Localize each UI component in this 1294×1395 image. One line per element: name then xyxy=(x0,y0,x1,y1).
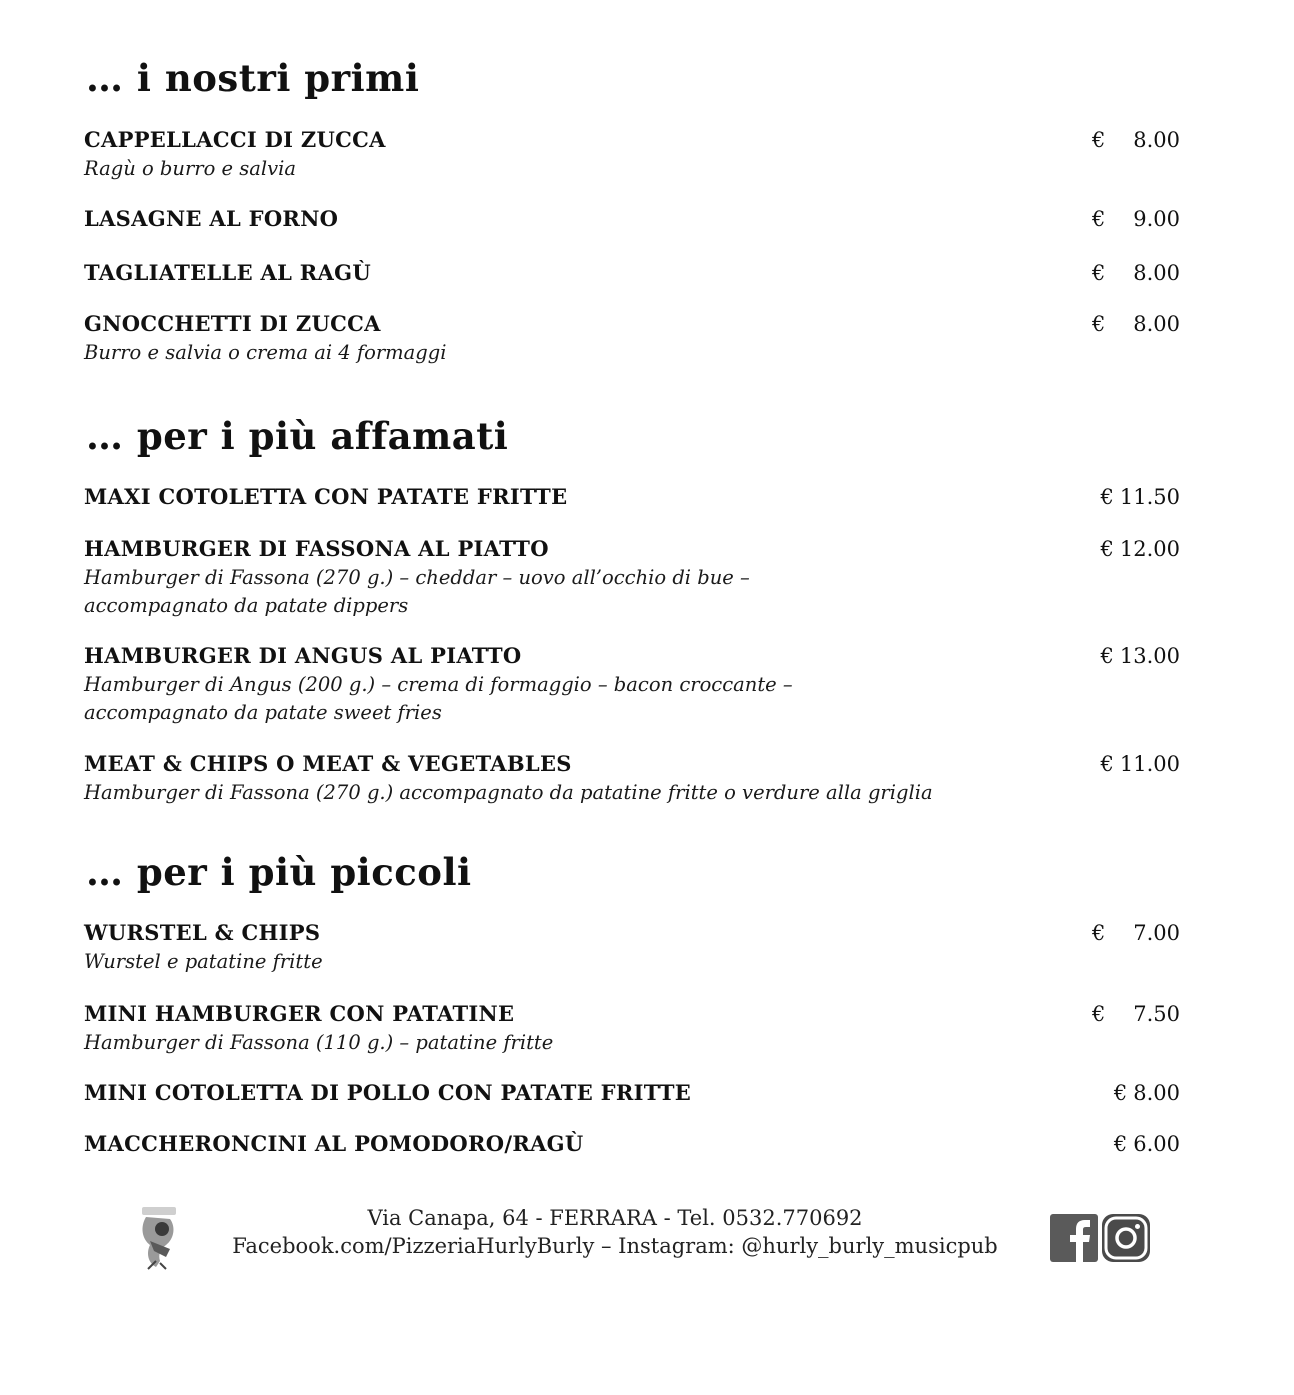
section-title-primi: … i nostri primi xyxy=(86,56,420,100)
item-description-line: Ragù o burro e salvia xyxy=(84,157,297,180)
facebook-icon[interactable] xyxy=(1050,1213,1098,1263)
item-name: GNOCCHETTI DI ZUCCA xyxy=(84,311,381,336)
price-amount: 13.00 xyxy=(1119,644,1180,668)
item-description-line: accompagnato da patate sweet fries xyxy=(84,701,442,724)
item-name: MACCHERONCINI AL POMODORO/RAGÙ xyxy=(84,1131,584,1156)
currency-symbol: € xyxy=(1100,485,1114,509)
item-description-line: Hamburger di Angus (200 g.) – crema di formaggio – bacon croccante – xyxy=(84,673,793,696)
menu-item xyxy=(84,1001,1180,1057)
section-title-piccoli: … per i più piccoli xyxy=(86,850,472,894)
price-amount: 12.00 xyxy=(1119,537,1180,561)
section-title-affamati: … per i più affamati xyxy=(86,414,509,458)
menu-item xyxy=(84,536,1180,620)
price-amount: 9.00 xyxy=(1133,207,1180,231)
item-name: HAMBURGER DI FASSONA AL PIATTO xyxy=(84,536,549,561)
currency-symbol: € xyxy=(1113,1132,1128,1156)
item-description xyxy=(84,779,1180,807)
price-amount: 8.00 xyxy=(1133,128,1180,152)
item-description-line: Wurstel e patatine fritte xyxy=(84,950,323,973)
item-price xyxy=(1101,643,1181,669)
currency-symbol: € xyxy=(1092,1002,1106,1026)
currency-symbol: € xyxy=(1092,128,1106,152)
item-description-line: Hamburger di Fassona (110 g.) – patatine fritte xyxy=(84,1031,554,1054)
item-price xyxy=(1092,260,1180,286)
currency-symbol: € xyxy=(1092,261,1106,285)
currency-symbol: € xyxy=(1100,644,1114,668)
item-name: MAXI COTOLETTA CON PATATE FRITTE xyxy=(84,484,568,509)
item-price xyxy=(1092,920,1180,946)
instagram-icon[interactable] xyxy=(1102,1213,1150,1263)
item-description-line: Burro e salvia o crema ai 4 formaggi xyxy=(84,341,447,364)
currency-symbol: € xyxy=(1092,312,1106,336)
menu-item xyxy=(84,1080,1180,1106)
menu-item xyxy=(84,311,1180,367)
currency-symbol: € xyxy=(1100,752,1114,776)
item-name: CAPPELLACCI DI ZUCCA xyxy=(84,127,386,152)
menu-item xyxy=(84,260,1180,286)
item-price xyxy=(1092,311,1180,337)
item-description xyxy=(84,948,1180,976)
item-price xyxy=(1092,127,1180,153)
menu-item xyxy=(84,127,1180,183)
footer-social-links[interactable]: Facebook.com/PizzeriaHurlyBurly – Instagram: @hurly_burly_musicpub xyxy=(232,1234,998,1258)
item-name: MEAT & CHIPS O MEAT & VEGETABLES xyxy=(84,751,572,776)
footer-contact xyxy=(200,1204,1030,1260)
menu-item xyxy=(84,484,1180,510)
item-description xyxy=(84,1029,1180,1057)
item-description xyxy=(84,671,1180,727)
item-price xyxy=(1092,206,1180,232)
item-name: TAGLIATELLE AL RAGÙ xyxy=(84,260,371,285)
item-description xyxy=(84,155,1180,183)
price-amount: 7.50 xyxy=(1133,1002,1180,1026)
price-amount: 8.00 xyxy=(1133,1081,1180,1105)
price-amount: 7.00 xyxy=(1133,921,1180,945)
item-price xyxy=(1101,484,1181,510)
currency-symbol: € xyxy=(1092,921,1106,945)
item-name: LASAGNE AL FORNO xyxy=(84,206,339,231)
currency-symbol: € xyxy=(1100,537,1114,561)
item-description-line: Hamburger di Fassona (270 g.) – cheddar – uovo all’occhio di bue – xyxy=(84,566,750,589)
item-description xyxy=(84,564,1180,620)
logo-mascot-icon xyxy=(136,1205,184,1271)
item-price xyxy=(1114,1080,1180,1106)
item-name: MINI HAMBURGER CON PATATINE xyxy=(84,1001,515,1026)
menu-item xyxy=(84,751,1180,807)
item-name: WURSTEL & CHIPS xyxy=(84,920,321,945)
item-name: HAMBURGER DI ANGUS AL PIATTO xyxy=(84,643,522,668)
price-amount: 6.00 xyxy=(1133,1132,1180,1156)
currency-symbol: € xyxy=(1113,1081,1128,1105)
price-amount: 8.00 xyxy=(1133,261,1180,285)
menu-item xyxy=(84,643,1180,727)
item-price xyxy=(1101,751,1181,777)
currency-symbol: € xyxy=(1092,207,1106,231)
menu-item xyxy=(84,1131,1180,1157)
item-price xyxy=(1101,536,1181,562)
price-amount: 11.50 xyxy=(1119,485,1180,509)
item-description-line: Hamburger di Fassona (270 g.) accompagnato da patatine fritte o verdure alla griglia xyxy=(84,781,933,804)
price-amount: 11.00 xyxy=(1119,752,1180,776)
price-amount: 8.00 xyxy=(1133,312,1180,336)
item-name: MINI COTOLETTA DI POLLO CON PATATE FRITTE xyxy=(84,1080,692,1105)
item-price xyxy=(1092,1001,1180,1027)
menu-item xyxy=(84,920,1180,976)
menu-item xyxy=(84,206,1180,232)
item-price xyxy=(1114,1131,1180,1157)
item-description xyxy=(84,339,1180,367)
item-description-line: accompagnato da patate dippers xyxy=(84,594,409,617)
footer-address: Via Canapa, 64 - FERRARA - Tel. 0532.770692 xyxy=(367,1206,863,1230)
